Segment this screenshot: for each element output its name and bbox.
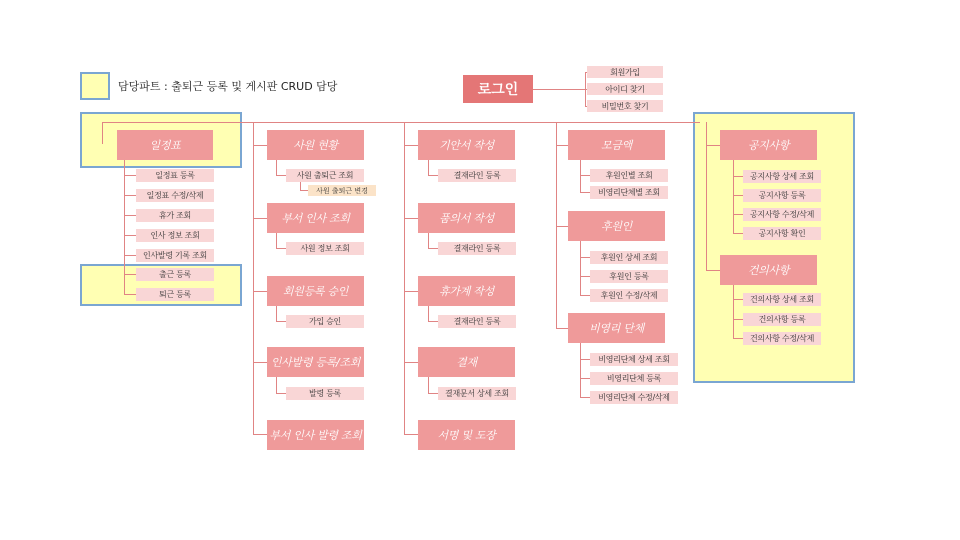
signature-stamp-header[interactable]: 서명 및 도장 [418, 420, 515, 450]
connector [276, 377, 277, 393]
connector [733, 319, 743, 320]
notice-header[interactable]: 공지사항 [720, 130, 817, 160]
connector [580, 343, 581, 397]
notice-register[interactable]: 공지사항 등록 [743, 189, 821, 202]
suggestion-edit-delete[interactable]: 건의사항 수정/삭제 [743, 332, 821, 345]
connector [253, 145, 267, 146]
connector [276, 393, 286, 394]
connector [733, 233, 743, 234]
signup-approval[interactable]: 가입 승인 [286, 315, 364, 328]
connector [300, 182, 301, 190]
connector [276, 175, 286, 176]
connector [428, 248, 438, 249]
vacation-approval-line[interactable]: 결재라인 등록 [438, 315, 516, 328]
connector [404, 362, 418, 363]
connector [733, 160, 734, 233]
connector [428, 175, 438, 176]
connector [404, 291, 418, 292]
clock-out-register[interactable]: 퇴근 등록 [136, 288, 214, 301]
connector [580, 295, 590, 296]
schedule-register[interactable]: 일정표 등록 [136, 169, 214, 182]
sponsor-edit-delete[interactable]: 후원인 수정/삭제 [590, 289, 668, 302]
connector [428, 321, 438, 322]
connector [428, 306, 429, 321]
clock-in-register[interactable]: 출근 등록 [136, 268, 214, 281]
connector [124, 274, 136, 275]
dept-appointment-lookup-header[interactable]: 부서 인사 발령 조회 [267, 420, 364, 450]
connector [253, 362, 267, 363]
find-password-node[interactable]: 비밀번호 찾기 [587, 100, 663, 112]
hr-appointment-header[interactable]: 인사발령 등록/조회 [267, 347, 364, 377]
npo-detail[interactable]: 비영리단체 상세 조회 [590, 353, 678, 366]
proposal-write-header[interactable]: 품의서 작성 [418, 203, 515, 233]
by-sponsor-lookup[interactable]: 후원인별 조회 [590, 169, 668, 182]
connector [733, 338, 743, 339]
donation-amount-header[interactable]: 모금액 [568, 130, 665, 160]
suggestion-detail[interactable]: 건의사항 상세 조회 [743, 293, 821, 306]
draft-write-header[interactable]: 기안서 작성 [418, 130, 515, 160]
connector [124, 195, 136, 196]
connector [733, 299, 743, 300]
connector [580, 378, 590, 379]
connector [556, 122, 557, 328]
connector [102, 122, 103, 144]
signup-node[interactable]: 회원가입 [587, 66, 663, 78]
suggestion-header[interactable]: 건의사항 [720, 255, 817, 285]
connector [124, 175, 136, 176]
by-npo-lookup[interactable]: 비영리단체별 조회 [590, 186, 668, 199]
connector [580, 241, 581, 295]
main-bus [102, 122, 700, 123]
connector [556, 145, 568, 146]
connector [706, 145, 720, 146]
connector [404, 122, 405, 434]
connector [124, 255, 136, 256]
member-approval-header[interactable]: 회원등록 승인 [267, 276, 364, 306]
connector [580, 359, 590, 360]
connector [404, 145, 418, 146]
connector [428, 377, 429, 393]
connector [276, 233, 277, 248]
connector [580, 397, 590, 398]
find-id-node[interactable]: 아이디 찾기 [587, 83, 663, 95]
dept-hr-lookup-header[interactable]: 부서 인사 조회 [267, 203, 364, 233]
connector [276, 321, 286, 322]
employee-attendance-edit[interactable]: 사원 출퇴근 변경 [308, 185, 376, 196]
sponsor-detail[interactable]: 후원인 상세 조회 [590, 251, 668, 264]
npo-header[interactable]: 비영리 단체 [568, 313, 665, 343]
connector [124, 235, 136, 236]
connector [733, 285, 734, 338]
connector [580, 175, 590, 176]
appointment-register[interactable]: 발령 등록 [286, 387, 364, 400]
connector [580, 192, 590, 193]
connector [556, 328, 568, 329]
connector [276, 248, 286, 249]
suggestion-register[interactable]: 건의사항 등록 [743, 313, 821, 326]
schedule-edit-delete[interactable]: 일정표 수정/삭제 [136, 189, 214, 202]
connector [124, 215, 136, 216]
connector [404, 218, 418, 219]
connector [276, 306, 277, 321]
employee-attendance-lookup[interactable]: 사원 출퇴근 조회 [286, 169, 364, 182]
notice-edit-delete[interactable]: 공지사항 수정/삭제 [743, 208, 821, 221]
npo-register[interactable]: 비영리단체 등록 [590, 372, 678, 385]
login-node[interactable]: 로그인 [463, 75, 533, 103]
connector [404, 434, 418, 435]
connector [428, 160, 429, 175]
connector [253, 218, 267, 219]
connector [276, 160, 277, 175]
notice-confirm[interactable]: 공지사항 확인 [743, 227, 821, 240]
schedule-header[interactable]: 일정표 [117, 130, 213, 160]
employee-status-header[interactable]: 사원 현황 [267, 130, 364, 160]
connector [428, 393, 438, 394]
vacation-lookup[interactable]: 휴가 조회 [136, 209, 214, 222]
connector [533, 89, 585, 90]
sponsor-register[interactable]: 후원인 등록 [590, 270, 668, 283]
hr-appointment-history[interactable]: 인사발령 기록 조회 [136, 249, 214, 262]
connector [253, 122, 254, 434]
employee-info-lookup[interactable]: 사원 정보 조회 [286, 242, 364, 255]
connector [300, 190, 308, 191]
draft-approval-line[interactable]: 결재라인 등록 [438, 169, 516, 182]
connector [580, 160, 581, 192]
npo-edit-delete[interactable]: 비영리단체 수정/삭제 [590, 391, 678, 404]
approval-doc-detail[interactable]: 결재문서 상세 조회 [438, 387, 516, 400]
notice-detail[interactable]: 공지사항 상세 조회 [743, 170, 821, 183]
sponsor-header[interactable]: 후원인 [568, 211, 665, 241]
legend-text: 담당파트 : 출퇴근 등록 및 게시판 CRUD 담당 [118, 80, 338, 93]
connector [580, 257, 590, 258]
connector [580, 276, 590, 277]
approval-header[interactable]: 결재 [418, 347, 515, 377]
connector [253, 291, 267, 292]
vacation-write-header[interactable]: 휴가계 작성 [418, 276, 515, 306]
connector [733, 176, 743, 177]
proposal-approval-line[interactable]: 결재라인 등록 [438, 242, 516, 255]
connector [556, 226, 568, 227]
legend-swatch [80, 72, 110, 100]
connector [428, 233, 429, 248]
connector [253, 434, 267, 435]
connector [733, 214, 743, 215]
connector [124, 294, 136, 295]
hr-info-lookup[interactable]: 인사 정보 조회 [136, 229, 214, 242]
connector [733, 195, 743, 196]
connector [706, 270, 720, 271]
